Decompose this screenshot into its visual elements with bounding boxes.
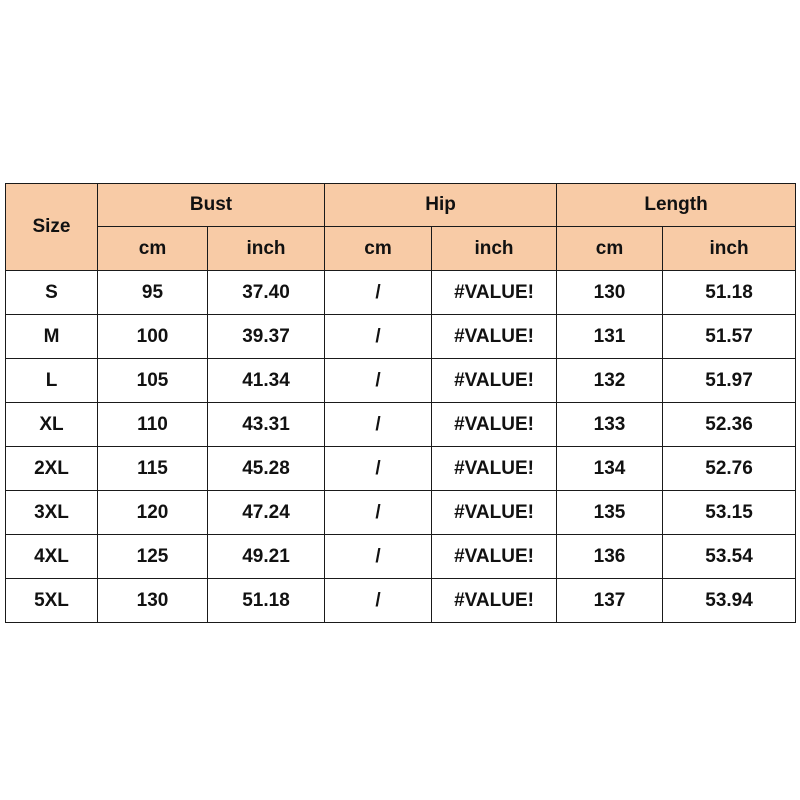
length-inch-cell: 51.97 — [663, 359, 796, 403]
bust-cm-header: cm — [98, 227, 208, 271]
bust-cm-cell: 110 — [98, 403, 208, 447]
hip-inch-cell: #VALUE! — [432, 491, 557, 535]
length-inch-cell: 53.54 — [663, 535, 796, 579]
hip-inch-cell: #VALUE! — [432, 579, 557, 623]
header-row-units — [6, 227, 796, 271]
hip-header: Hip — [325, 184, 557, 227]
table-body — [6, 271, 796, 623]
table-row — [6, 271, 796, 315]
length-cm-cell: 135 — [557, 491, 663, 535]
bust-inch-cell: 49.21 — [208, 535, 325, 579]
bust-inch-cell: 47.24 — [208, 491, 325, 535]
size-cell: 5XL — [6, 579, 98, 623]
length-cm-cell: 136 — [557, 535, 663, 579]
hip-inch-header: inch — [432, 227, 557, 271]
length-cm-header: cm — [557, 227, 663, 271]
bust-cm-cell: 115 — [98, 447, 208, 491]
length-header: Length — [557, 184, 796, 227]
bust-inch-cell: 51.18 — [208, 579, 325, 623]
hip-cm-cell: / — [325, 315, 432, 359]
size-cell: M — [6, 315, 98, 359]
hip-cm-cell: / — [325, 403, 432, 447]
header-row-groups — [6, 184, 796, 227]
bust-inch-cell: 45.28 — [208, 447, 325, 491]
bust-cm-cell: 95 — [98, 271, 208, 315]
hip-cm-cell: / — [325, 447, 432, 491]
hip-inch-cell: #VALUE! — [432, 535, 557, 579]
size-cell: XL — [6, 403, 98, 447]
bust-header: Bust — [98, 184, 325, 227]
table-row — [6, 535, 796, 579]
length-cm-cell: 134 — [557, 447, 663, 491]
length-cm-cell: 137 — [557, 579, 663, 623]
hip-inch-cell: #VALUE! — [432, 447, 557, 491]
hip-inch-cell: #VALUE! — [432, 315, 557, 359]
size-cell: 4XL — [6, 535, 98, 579]
size-chart-table — [5, 183, 796, 623]
table-row — [6, 315, 796, 359]
hip-cm-cell: / — [325, 271, 432, 315]
bust-cm-cell: 130 — [98, 579, 208, 623]
bust-cm-cell: 105 — [98, 359, 208, 403]
length-inch-cell: 51.57 — [663, 315, 796, 359]
bust-inch-header: inch — [208, 227, 325, 271]
hip-inch-cell: #VALUE! — [432, 359, 557, 403]
bust-inch-cell: 39.37 — [208, 315, 325, 359]
length-inch-cell: 53.15 — [663, 491, 796, 535]
length-inch-header: inch — [663, 227, 796, 271]
length-inch-cell: 52.36 — [663, 403, 796, 447]
table-row — [6, 403, 796, 447]
bust-cm-cell: 125 — [98, 535, 208, 579]
length-cm-cell: 133 — [557, 403, 663, 447]
table-row — [6, 359, 796, 403]
hip-cm-cell: / — [325, 359, 432, 403]
hip-inch-cell: #VALUE! — [432, 403, 557, 447]
length-cm-cell: 131 — [557, 315, 663, 359]
size-cell: 2XL — [6, 447, 98, 491]
table-row — [6, 447, 796, 491]
size-cell: 3XL — [6, 491, 98, 535]
bust-inch-cell: 43.31 — [208, 403, 325, 447]
table-row — [6, 491, 796, 535]
length-inch-cell: 53.94 — [663, 579, 796, 623]
size-cell: S — [6, 271, 98, 315]
size-cell: L — [6, 359, 98, 403]
table-header — [6, 184, 796, 271]
length-cm-cell: 132 — [557, 359, 663, 403]
size-header: Size — [6, 184, 98, 271]
hip-cm-header: cm — [325, 227, 432, 271]
bust-inch-cell: 41.34 — [208, 359, 325, 403]
length-inch-cell: 52.76 — [663, 447, 796, 491]
hip-cm-cell: / — [325, 491, 432, 535]
length-inch-cell: 51.18 — [663, 271, 796, 315]
hip-cm-cell: / — [325, 535, 432, 579]
length-cm-cell: 130 — [557, 271, 663, 315]
table-row — [6, 579, 796, 623]
hip-inch-cell: #VALUE! — [432, 271, 557, 315]
hip-cm-cell: / — [325, 579, 432, 623]
bust-inch-cell: 37.40 — [208, 271, 325, 315]
bust-cm-cell: 120 — [98, 491, 208, 535]
bust-cm-cell: 100 — [98, 315, 208, 359]
